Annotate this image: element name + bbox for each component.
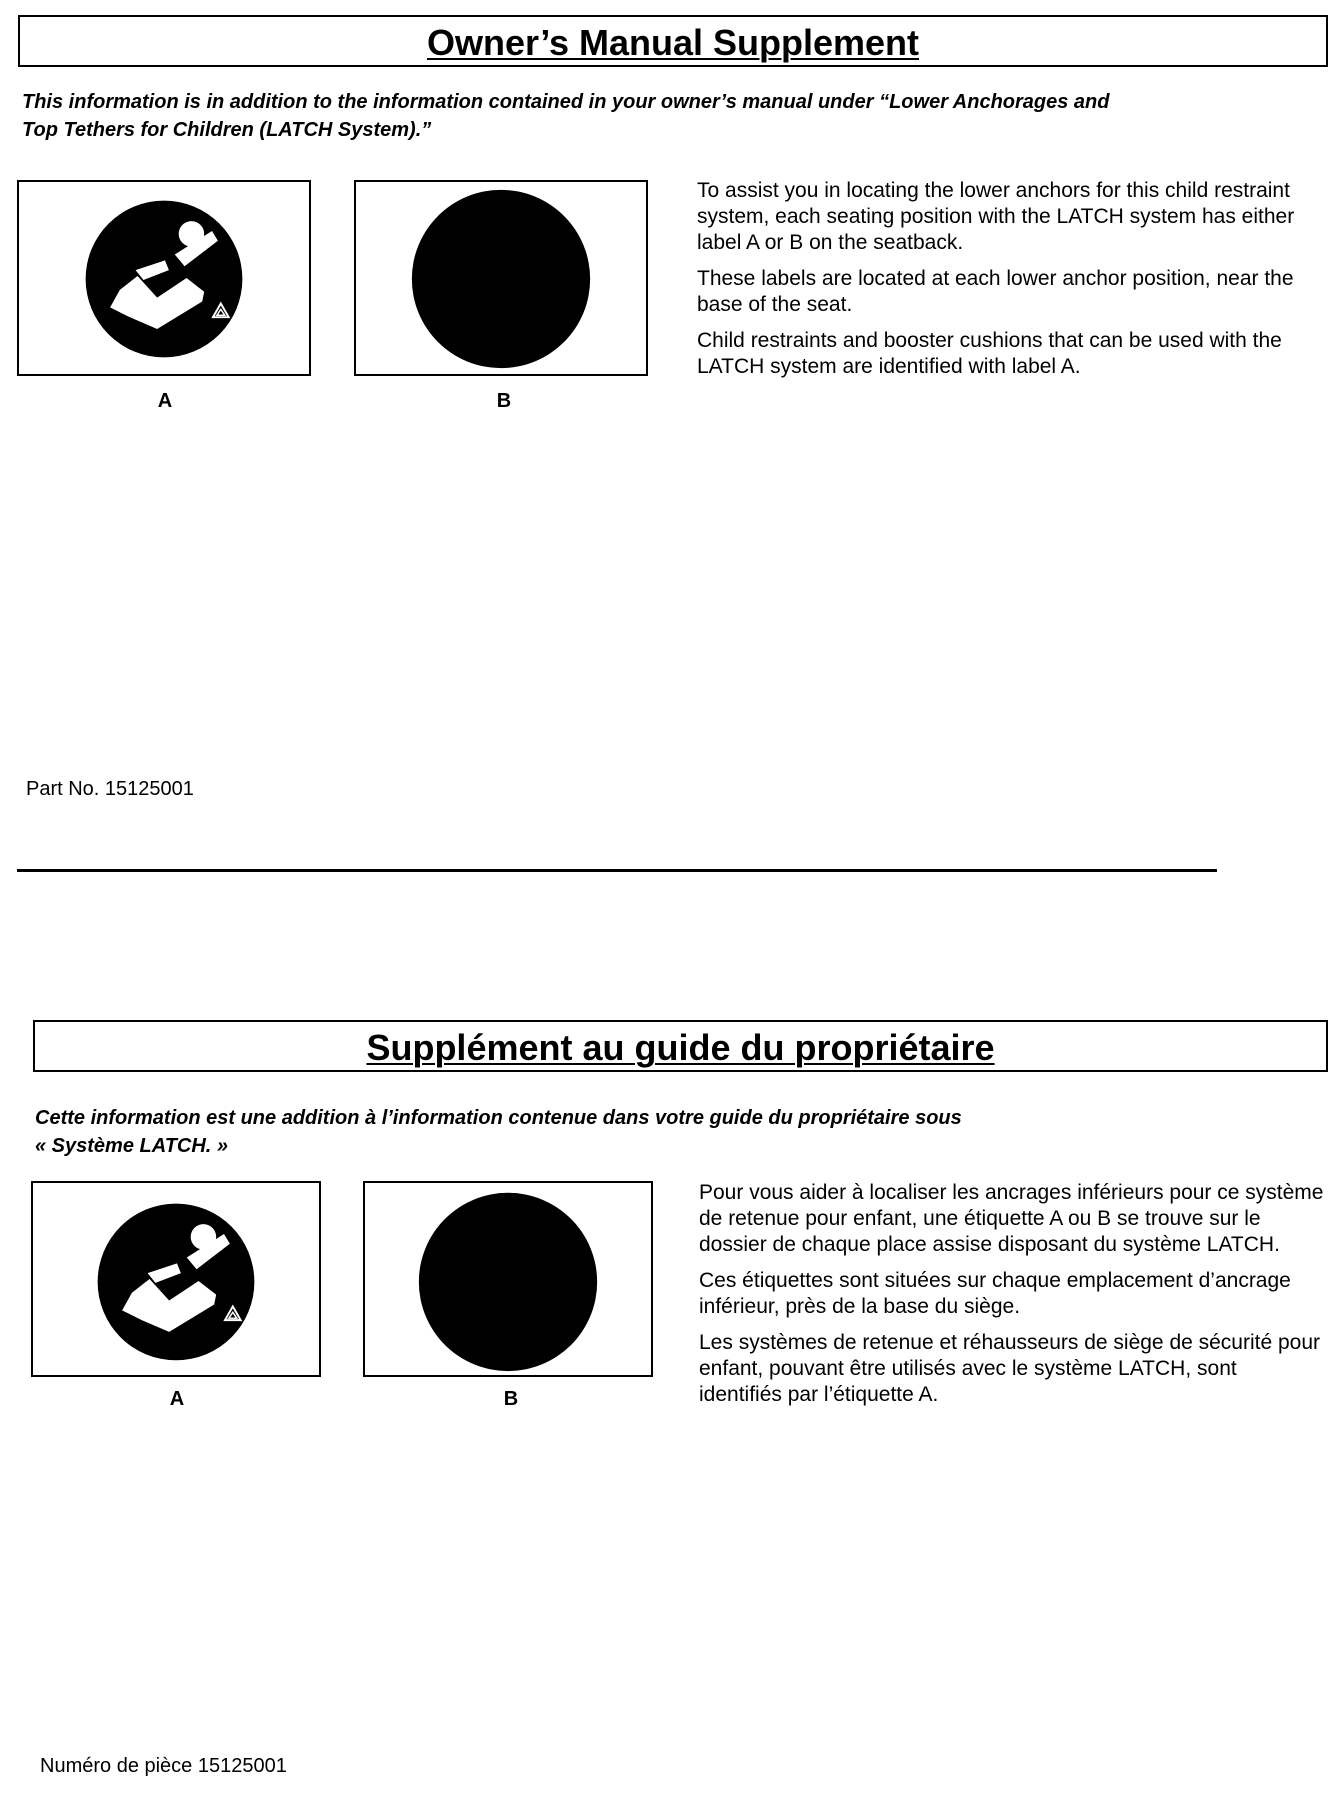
french-part-number: Numéro de pièce 15125001	[40, 1755, 287, 1777]
french-paragraph-3: Les systèmes de retenue et réhausseurs de siège de sécurité pour enfant, pouvant être utilisés avec le système LATCH, sont identifiés par l’étiquette A.	[699, 1331, 1321, 1406]
english-label-b-frame	[354, 180, 648, 376]
english-intro-line-1: This information is in addition to the information contained in your owner’s manual under “Lower Anchorages and	[22, 91, 1110, 113]
english-title: Owner’s Manual Supplement	[426, 22, 920, 63]
english-body-text	[697, 178, 1322, 390]
english-title-box	[18, 15, 1328, 67]
solid-circle-icon	[365, 1183, 651, 1375]
french-label-a-frame	[31, 1181, 321, 1377]
french-intro	[35, 1104, 1325, 1160]
solid-circle-icon	[356, 182, 646, 374]
english-caption-a: A	[157, 390, 173, 412]
english-intro	[22, 88, 1322, 144]
english-paragraph-3: Child restraints and booster cushions that can be used with the LATCH system are identified with label A.	[697, 329, 1282, 378]
french-title: Supplément au guide du propriétaire	[366, 1027, 995, 1068]
child-seat-icon	[33, 1183, 319, 1375]
french-paragraph-1: Pour vous aider à localiser les ancrages inférieurs pour ce système de retenue pour enfant, une étiquette A ou B se trouve sur le dossier de chaque place assise disposant du système LATCH.	[699, 1181, 1324, 1256]
english-paragraph-1: To assist you in locating the lower anchors for this child restraint system, each seating position with the LATCH system has either label A or B on the seatback.	[697, 179, 1295, 254]
french-intro-line-2: « Système LATCH. »	[35, 1135, 229, 1157]
english-label-a-frame	[17, 180, 311, 376]
french-paragraph-2: Ces étiquettes sont situées sur chaque emplacement d’ancrage inférieur, près de la base du siège.	[699, 1269, 1291, 1318]
english-part-number: Part No. 15125001	[26, 778, 194, 800]
french-caption-b: B	[503, 1388, 519, 1410]
section-divider	[17, 869, 1217, 872]
english-caption-b: B	[496, 390, 512, 412]
french-label-b-frame	[363, 1181, 653, 1377]
french-body-text	[699, 1180, 1324, 1418]
english-intro-line-2: Top Tethers for Children (LATCH System).”	[22, 119, 432, 141]
english-paragraph-2: These labels are located at each lower anchor position, near the base of the seat.	[697, 267, 1294, 316]
french-intro-line-1: Cette information est une addition à l’information contenue dans votre guide du propriétaire sous	[35, 1107, 962, 1129]
french-title-box	[33, 1020, 1328, 1072]
child-seat-icon	[19, 182, 309, 374]
french-caption-a: A	[169, 1388, 185, 1410]
